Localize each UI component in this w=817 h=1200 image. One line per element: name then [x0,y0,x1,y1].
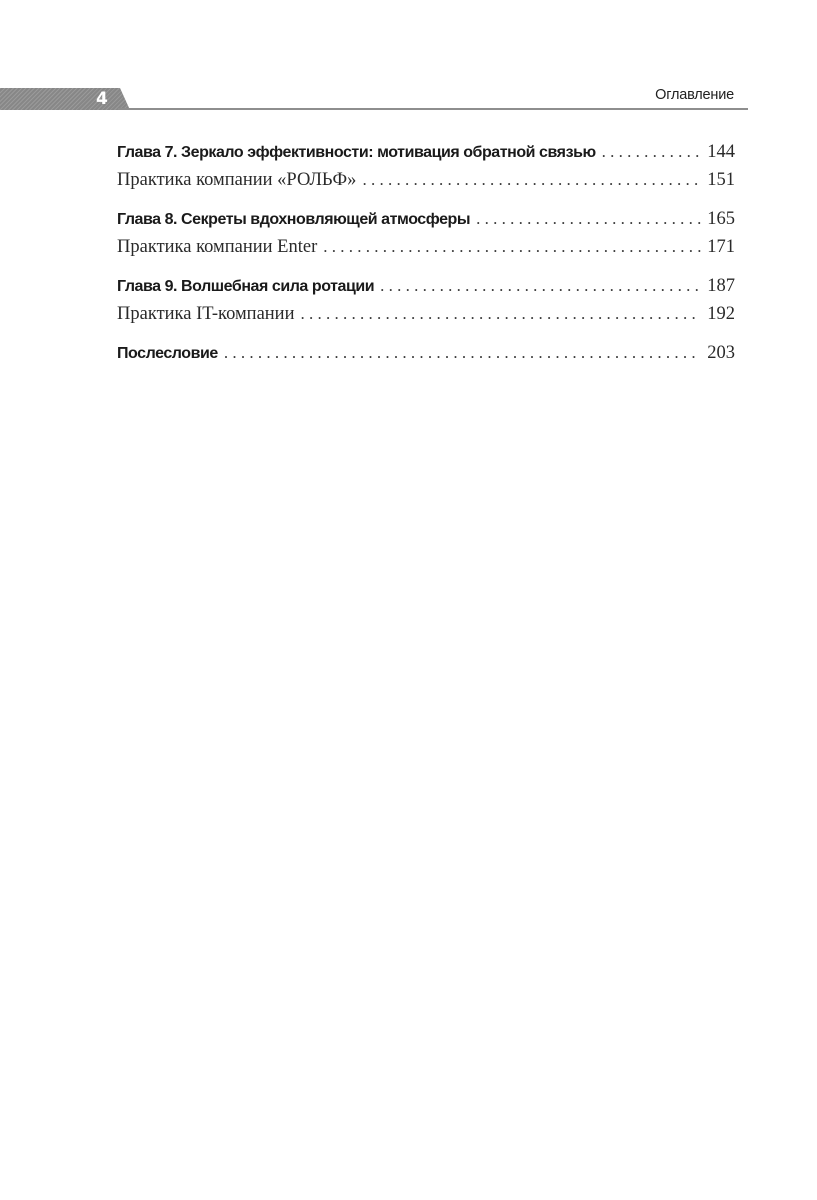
toc-entry-title: Практика IT-компании [117,304,295,324]
dot-leader [602,138,702,166]
toc-entry-title: Практика компании «РОЛЬФ» [117,170,357,190]
dot-leader [380,272,701,300]
toc-entry-chapter-7[interactable] [117,138,735,166]
dot-leader [323,233,701,261]
table-of-contents [117,138,735,367]
dot-leader [224,339,701,367]
toc-entry-title: Глава 9. Волшебная сила ротации [117,278,375,295]
toc-entry-chapter-9[interactable] [117,272,735,300]
toc-entry-page: 192 [707,304,735,324]
toc-entry-title: Глава 8. Секреты вдохновляющей атмосферы [117,211,471,228]
page-number: 4 [96,89,108,109]
toc-entry-title: Послесловие [117,345,218,362]
header-rule [118,108,748,110]
toc-entry-page: 144 [707,142,735,162]
toc-entry-title: Практика компании Enter [117,237,318,257]
toc-entry-page: 165 [707,209,735,229]
toc-entry-page: 187 [707,276,735,296]
page-number-tab [0,88,130,110]
toc-entry-page: 203 [707,343,735,363]
dot-leader [362,166,701,194]
toc-entry-chapter-8[interactable] [117,205,735,233]
running-header [0,84,748,112]
toc-entry-title: Глава 7. Зеркало эффективности: мотивация обратной связью [117,144,596,161]
toc-entry-page: 151 [707,170,735,190]
toc-entry-practice-rolf[interactable] [117,166,735,194]
dot-leader [300,300,701,328]
toc-entry-practice-it-company[interactable] [117,300,735,328]
toc-entry-page: 171 [707,237,735,257]
dot-leader [476,205,701,233]
toc-entry-afterword[interactable] [117,339,735,367]
toc-entry-practice-enter[interactable] [117,233,735,261]
section-title: Оглавление [655,87,734,103]
